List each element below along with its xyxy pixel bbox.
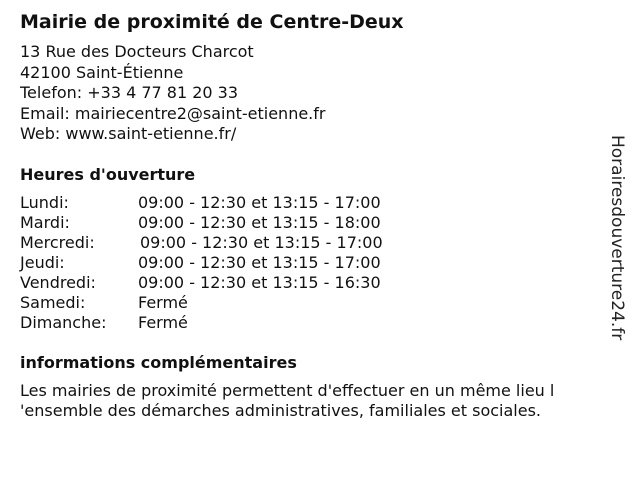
hours-day-label: Mercredi: xyxy=(20,232,95,252)
hours-time-value: 09:00 - 12:30 et 13:15 - 17:00 xyxy=(138,252,381,272)
hours-row-tuesday xyxy=(20,213,610,233)
hours-time-value: 09:00 - 12:30 et 13:15 - 18:00 xyxy=(138,212,381,232)
hours-day-label: Vendredi: xyxy=(20,272,96,292)
hours-row-friday xyxy=(20,273,610,293)
hours-row-saturday xyxy=(20,293,610,313)
hours-day-label: Jeudi: xyxy=(20,252,65,272)
hours-row-thursday xyxy=(20,253,610,273)
hours-row-wednesday xyxy=(20,233,610,253)
address-line-city: 42100 Saint-Étienne xyxy=(20,62,184,82)
website-text: Web: www.saint-etienne.fr/ xyxy=(20,124,237,143)
hours-time-value: 09:00 - 12:30 et 13:15 - 16:30 xyxy=(138,272,381,292)
additional-info-text: Les mairies de proximité permettent d'effectuer en un même lieu l 'ensemble des démarches administratives, familiales et sociales. xyxy=(20,380,555,420)
address-line-street: 13 Rue des Docteurs Charcot xyxy=(20,42,254,61)
hours-time-value: 09:00 - 12:30 et 13:15 - 17:00 xyxy=(138,192,381,212)
hours-time-value: 09:00 - 12:30 et 13:15 - 17:00 xyxy=(140,232,383,252)
hours-day-label: Samedi: xyxy=(20,292,86,312)
hours-day-label: Dimanche: xyxy=(20,312,107,332)
opening-hours-heading: Heures d'ouverture xyxy=(20,164,196,184)
additional-info-heading: informations complémentaires xyxy=(20,352,297,372)
hours-time-value: Fermé xyxy=(138,312,188,332)
hours-day-label: Lundi: xyxy=(20,192,69,212)
email-text: Email: mairiecentre2@saint-etienne.fr xyxy=(20,103,326,123)
hours-time-value: Fermé xyxy=(138,292,188,312)
site-watermark: Horairesdouverture24.fr xyxy=(607,135,627,341)
hours-row-sunday xyxy=(20,313,610,333)
place-card xyxy=(20,10,610,421)
page-title: Mairie de proximité de Centre-Deux xyxy=(20,11,404,33)
phone-text: Telefon: +33 4 77 81 20 33 xyxy=(20,83,239,102)
opening-hours-list xyxy=(20,193,610,333)
hours-day-label: Mardi: xyxy=(20,212,70,232)
hours-row-monday xyxy=(20,193,610,213)
